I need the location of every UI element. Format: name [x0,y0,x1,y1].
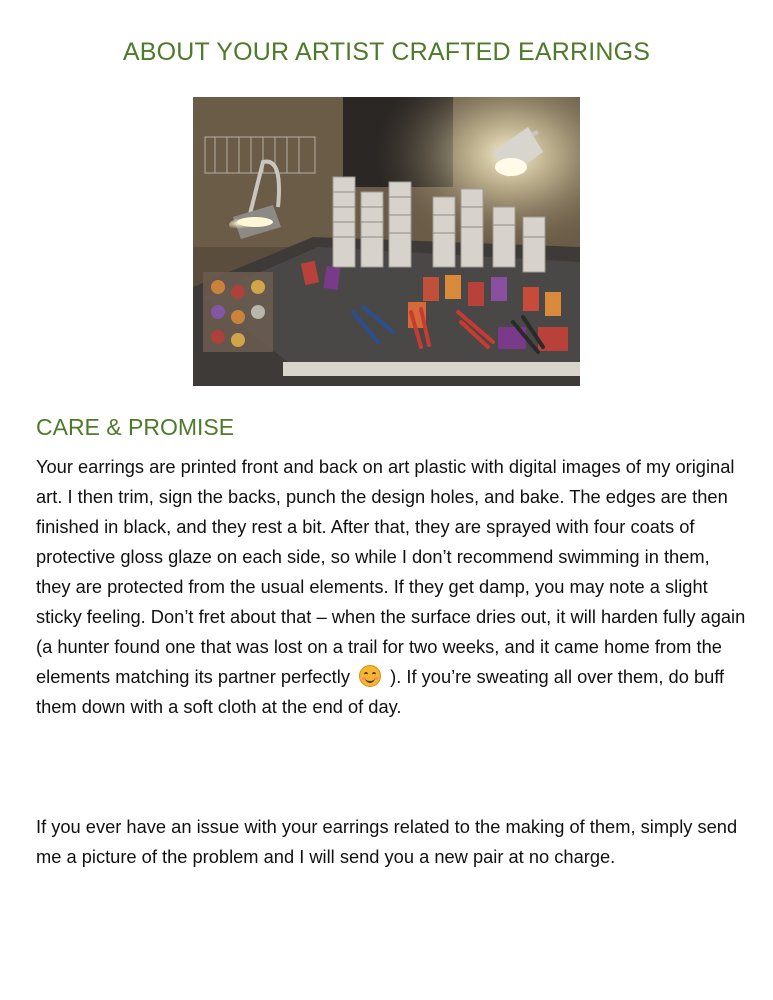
care-paragraph-text-continued: ). If you’re sweating all over them, do buff them down with a soft cloth at the end of day. [36,666,725,717]
promise-paragraph: If you ever have an issue with your earrings related to the making of them, simply send me a picture of the problem and I will send you a new pair at no charge. [36,816,738,867]
page-title: ABOUT YOUR ARTIST CRAFTED EARRINGS [122,38,651,66]
section-heading-care-promise: CARE & PROMISE [36,414,235,440]
workbench-photo [193,97,580,386]
care-paragraph-text: Your earrings are printed front and back on art plastic with digital images of my original art. I then trim, sign the backs, punch the design holes, and bake. The edges are then finished in black, and they rest a bit. After that, they are sprayed with four coats of protective gloss glaze on each side, so while I don’t recommend swimming in them, they are protected from the usual elements. If they get damp, you may note a slight sticky feeling. Don’t fret about that – when the surface dries out, it will harden fully again (a hunter found one that was lost on a trail for two weeks, and it came home from the elements matching its partner perfectly [36,456,746,687]
care-paragraph [36,452,748,722]
workbench-photo-illustration [193,97,580,386]
smiling-face-emoji-icon [359,665,381,687]
